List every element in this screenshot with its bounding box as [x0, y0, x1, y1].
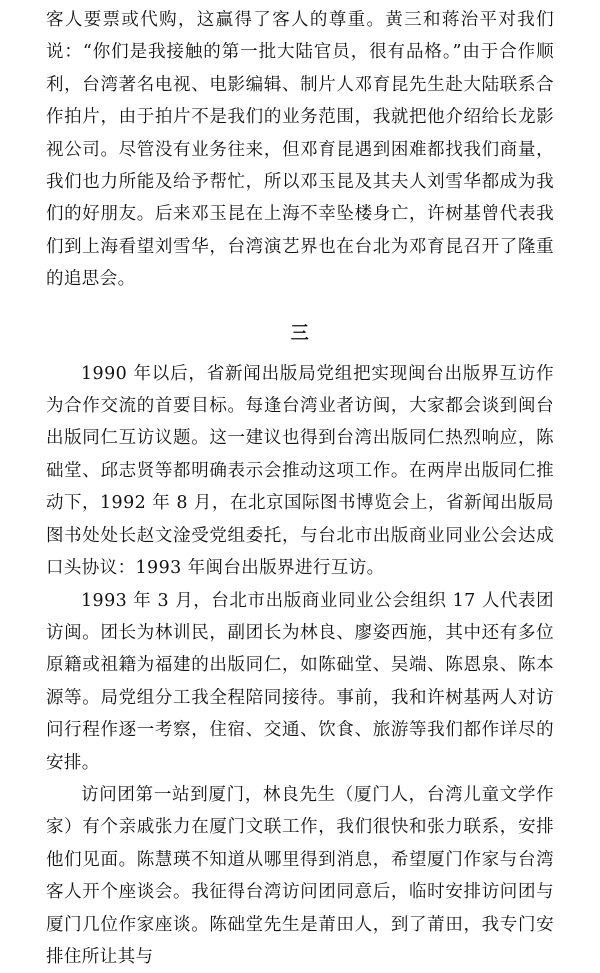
body-paragraph-2: 1990 年以后，省新闻出版局党组把实现闽台出版界互访作为合作交流的首要目标。每逢台湾业者访闽，大家都会谈到闽台出版同仁互访议题。这一建议也得到台湾出版同仁热烈响应，陈础堂、邱志贤等都明确表示会推动这项工作。在两岸出版同仁推动下，1992 年 8 月，在北京国际图书博览会上，省新闻出版局图书处处长赵文淦受党组委托，与台北市出版商业同业公会达成口头协议：1993 年闽台出版界进行互访。	[46, 363, 554, 579]
body-paragraph-1: 客人要票或代购，这赢得了客人的尊重。黄三和蒋治平对我们说：“你们是我接触的第一批大陆官员，很有品格。”由于合作顺利，台湾著名电视、电影编辑、制片人邓育昆先生赴大陆联系合作拍片，由于拍片不是我们的业务范围，我就把他介绍给长龙影视公司。尽管没有业务往来，但邓育昆遇到困难都找我们商量，我们也力所能及给予帮忙，所以邓玉昆及其夫人刘雪华都成为我们的好朋友。后来邓玉昆在上海不幸坠楼身亡，许树基曾代表我们到上海看望刘雪华，台湾演艺界也在台北为邓育昆召开了隆重的追思会。	[46, 10, 554, 290]
section-heading: 三	[290, 322, 310, 344]
body-paragraph-4: 访问团第一站到厦门，林良先生（厦门人，台湾儿童文学作家）有个亲戚张力在厦门文联工作，我们很快和张力联系，安排他们见面。陈慧瑛不知道从哪里得到消息，希望厦门作家与台湾客人开个座谈会。我征得台湾访问团同意后，临时安排访问团与厦门几位作家座谈。陈础堂先生是莆田人，到了莆田，我专门安排住所让其与	[46, 784, 554, 967]
body-paragraph-3: 1993 年 3 月，台北市出版商业同业公会组织 17 人代表团访闽。团长为林训民，副团长为林良、廖姿西施，其中还有多位原籍或祖籍为福建的出版同仁，如陈础堂、吴端、陈恩泉、陈本源等。局党组分工我全程陪同接待。事前，我和许树基两人对访问行程作逐一考察，住宿、交通、饮食、旅游等我们都作详尽的安排。	[46, 590, 554, 773]
